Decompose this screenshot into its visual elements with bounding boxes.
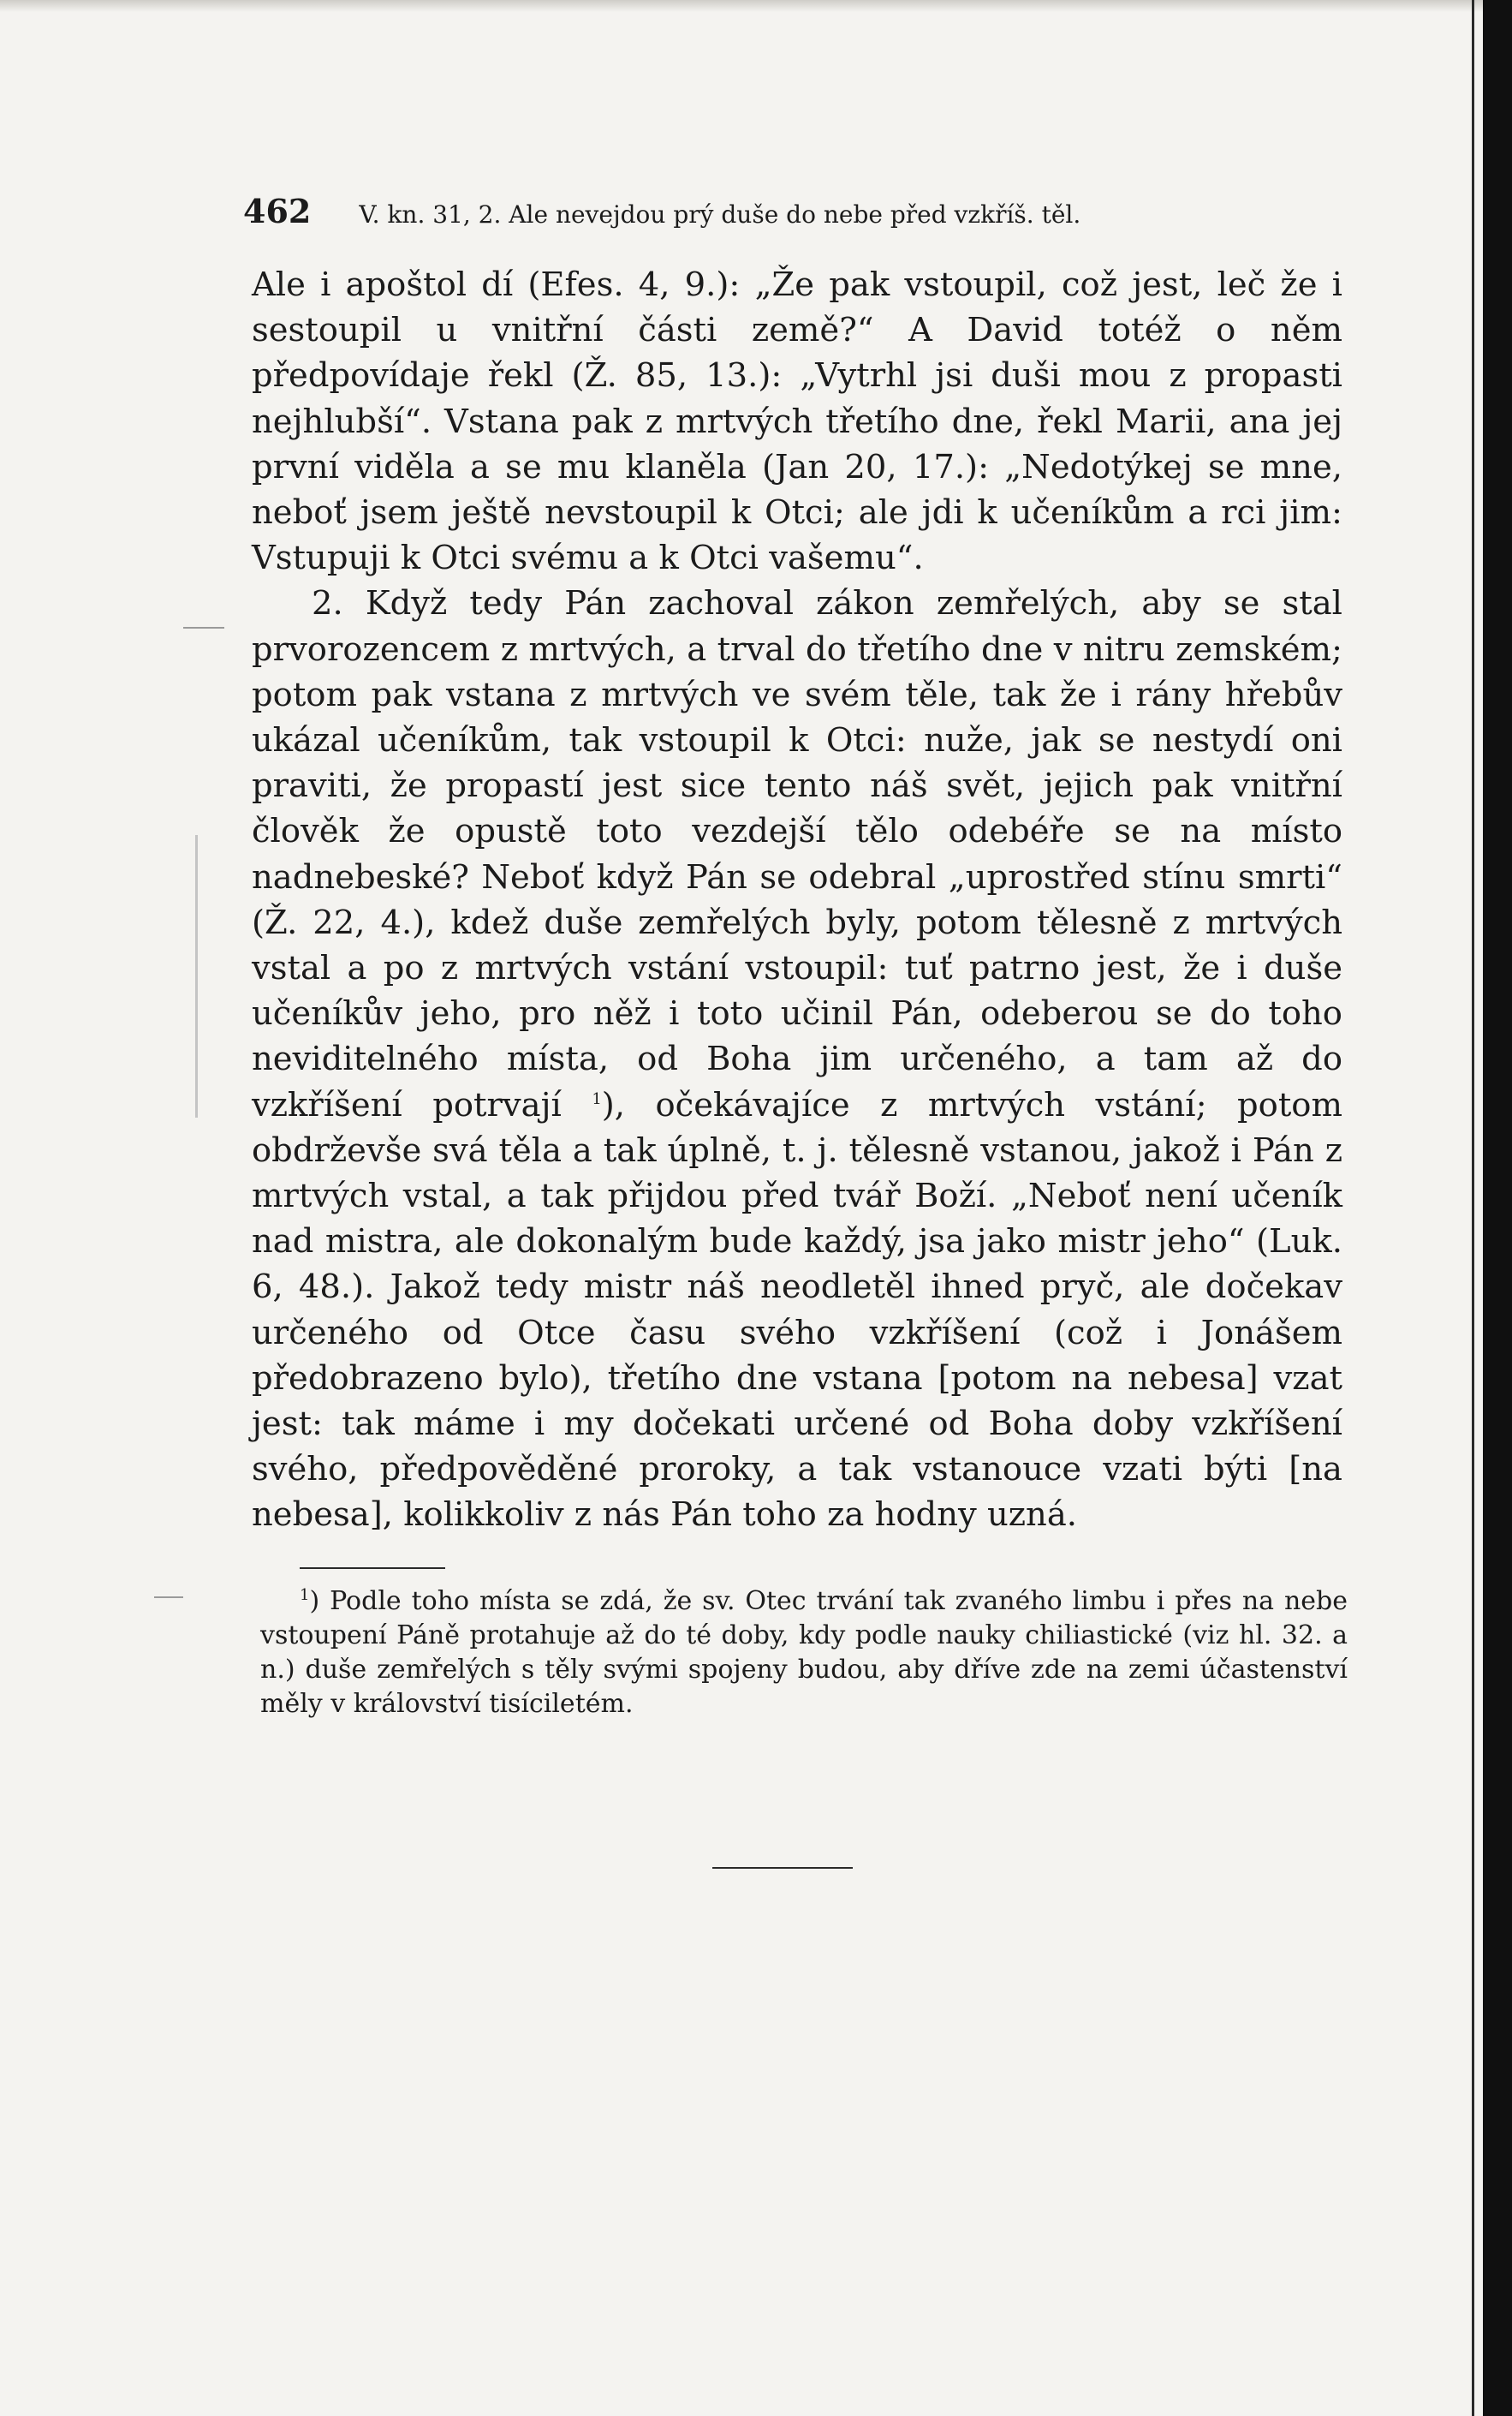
scan-right-edge <box>1483 0 1512 2416</box>
paragraph-1: Ale i apoštol dí (Efes. 4, 9.): „Že pak vstoupil, což jest, leč že i sestoupil u vnitřní části země?“ A David totéž o něm předpovídaje řekl (Ž. 85, 13.): „Vytrhl jsi duši mou z propasti nejhlubší“. Vstana pak z mrtvých třetího dne, řekl Marii, ana jej první viděla a se mu klaněla (Jan 20, 17.): „Nedotýkej se mne, neboť jsem ještě nevstoupil k Otci; ale jdi k učeníkům a rci jim: Vstupuji k Otci svému a k Otci vašemu“. <box>252 265 1342 578</box>
main-text <box>252 262 1342 1538</box>
running-head-title: V. kn. 31, 2. Ale nevejdou prý duše do nebe před vzkříš. těl. <box>359 200 1081 229</box>
footnote-separator <box>300 1567 445 1569</box>
paragraph-2 <box>252 581 1342 1537</box>
footnote-reference: 1 <box>592 1089 602 1108</box>
paragraph-2-text: 2. Když tedy Pán zachoval zákon zemřelých, aby se stal prvorozencem z mrtvých, a trval do třetího dne v nitru zemském; potom pak vstana z mrtvých ve svém těle, tak že i rány hřebův ukázal učeníkům, tak vstoupil k Otci: nuže, jak se nestydí oni praviti, že propastí jest sice tento náš svět, jejich pak vnitřní člověk že opustě toto vezdejší tělo odebéře se na místo nadnebeské? Neboť když Pán se odebral „uprostřed stínu smrti“ (Ž. 22, 4.), kdež duše zemřelých byly, potom tělesně z mrtvých vstal a po z mrtvých vstání vstoupil: tuť patrno jest, že i duše učeníkův jeho, pro něž i toto učinil Pán, odeberou se do toho neviditelného místa, od Boha jim určeného, a tam až do vzkříšení potrvají <box>252 584 1342 1124</box>
running-head <box>243 190 1348 233</box>
scan-top-shadow <box>0 0 1512 12</box>
footnote-text: Podle toho místa se zdá, že sv. Otec trvání tak zvaného limbu i přes na nebe vstoupení Páně protahuje až do té doby, kdy podle nauky chiliastické (viz hl. 32. a n.) duše zemřelých s těly svými spojeny budou, aby dříve zde na zemi účastenství měly v království tisíciletém. <box>260 1586 1348 1719</box>
paragraph-2-continuation: ), očekávajíce z mrtvých vstání; potom obdrževše svá těla a tak úplně, t. j. tělesně vstanou, jakož i Pán z mrtvých vstal, a tak přijdou před tvář Boží. „Neboť není učeník nad mistra, ale dokonalým bude každý, jsa jako mistr jeho“ (Luk. 6, 48.). Jakož tedy mistr náš neodletěl ihned pryč, ale dočekav určeného od Otce času svého vzkříšení (což i Jonášem předobrazeno bylo), třetího dne vstana [potom na nebesa] vzat jest: tak máme i my dočekati určené od Boha doby vzkříšení svého, předpověděné proroky, a tak vstanouce vzati býti [na nebesa], kolikkoliv z nás Pán toho za hodny uzná. <box>252 1085 1342 1535</box>
margin-mark <box>183 627 224 629</box>
end-rule <box>712 1867 853 1869</box>
margin-mark <box>154 1596 183 1598</box>
margin-mark <box>195 835 198 1118</box>
footnote: $^1$) Podle toho místa se zdá, že sv. Otec trvání tak zvaného limbu i přes na nebe vstoupení Páně protahuje až do té doby, kdy podle nauky chiliastické (viz hl. 32. a n.) duše zemřelých s těly svými spojeny budou, aby dříve zde na zemi účastenství měly v království tisíciletém. <box>260 1586 1348 1719</box>
footnote-marker: 1 <box>300 1586 310 1604</box>
page-number: 462 <box>243 192 312 230</box>
scan-edge-line <box>1472 0 1474 2416</box>
